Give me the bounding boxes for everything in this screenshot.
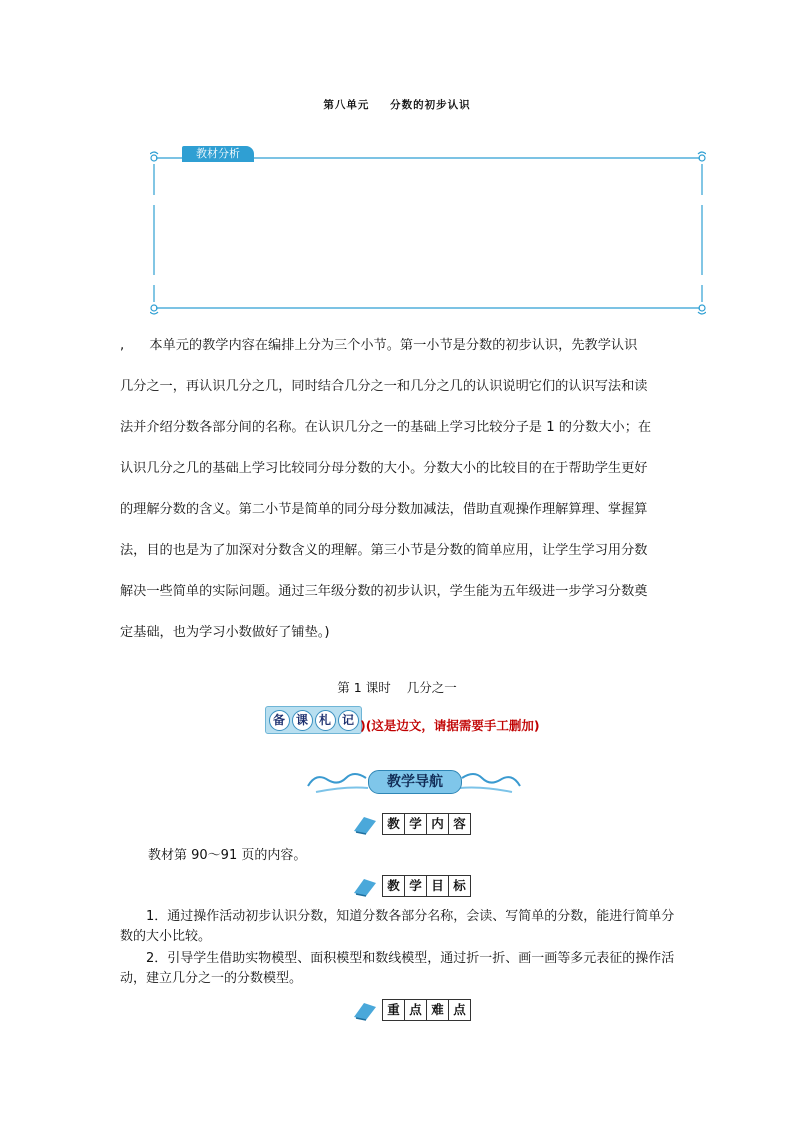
nav-banner-label: 教学导航	[368, 770, 462, 794]
beike-char: 札	[315, 710, 336, 731]
section-header-goals: 教 学 目 标	[352, 874, 471, 898]
unit-number: 第八单元	[323, 99, 370, 111]
beike-char: 记	[338, 710, 359, 731]
lesson-number: 第 1 课时	[337, 680, 391, 695]
beike-char: 备	[269, 710, 290, 731]
goal-item: 2．引导学生借助实物模型、面积模型和数线模型，通过折一折、画一画等多元表征的操作活动，建立几分之一的分数模型。	[120, 951, 675, 986]
margin-note: )(这是边文，请据需要手工删加)	[360, 718, 540, 733]
section-header-content: 教 学 内 容	[352, 812, 471, 836]
analysis-frame	[150, 147, 706, 316]
paragraph-line: 定基础，也为学习小数做好了铺垫。)	[120, 625, 330, 640]
paragraph-line: 的理解分数的含义。第二小节是简单的同分母分数加减法，借助直观操作理解算理、掌握算	[120, 502, 648, 517]
analysis-paragraph	[120, 325, 676, 653]
section-header-keypoints: 重 点 难 点	[352, 998, 471, 1022]
book-icon	[352, 999, 378, 1021]
paragraph-line: 法并介绍分数各部分间的名称。在认识几分之一的基础上学习比较分子是 1 的分数大小；在	[120, 420, 652, 435]
paragraph-line: 认识几分之几的基础上学习比较同分母分数的大小。分数大小的比较目的在于帮助学生更好	[120, 461, 648, 476]
paragraph-line: 解决一些简单的实际问题。通过三年级分数的初步认识，学生能为五年级进一步学习分数奠	[120, 584, 648, 599]
content-text: 教材第 90～91 页的内容。	[148, 848, 307, 863]
teaching-nav-banner	[306, 766, 522, 798]
paragraph-line: 几分之一，再认识几分之几，同时结合几分之一和几分之几的认识说明它们的认识写法和读	[120, 379, 648, 394]
beike-badge	[265, 706, 362, 734]
book-icon	[352, 813, 378, 835]
frame-border-ornament	[150, 150, 706, 316]
goal-item: 1．通过操作活动初步认识分数，知道分数各部分名称，会读、写简单的分数，能进行简单分数的大小比较。	[120, 909, 675, 944]
beike-char: 课	[292, 710, 313, 731]
paragraph-line: 法，目的也是为了加深对分数含义的理解。第三小节是分数的简单应用，让学生学习用分数	[120, 543, 648, 558]
unit-header	[0, 97, 794, 112]
lesson-name: 几分之一	[406, 680, 457, 695]
lesson-title	[0, 678, 794, 696]
paragraph-line: , 本单元的教学内容在编排上分为三个小节。第一小节是分数的初步认识，先教学认识	[120, 338, 638, 353]
unit-topic: 分数的初步认识	[390, 99, 471, 111]
book-icon	[352, 875, 378, 897]
analysis-tab: 教材分析	[182, 146, 254, 162]
lead-mark: ,	[120, 338, 125, 353]
